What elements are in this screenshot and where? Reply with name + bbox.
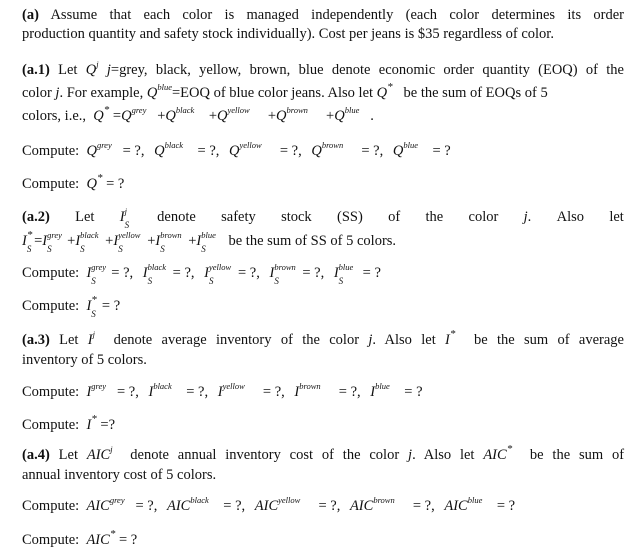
a1-line3: colors, i.e., $Q^* =Q^{grey}$ $+Q^{black}$ $+Q^{yellow}$ $+Q^{brown}$ $+Q^{blue}$ . bbox=[22, 104, 374, 124]
q-black-value: = ?, bbox=[197, 143, 220, 159]
q-sum-formula: $Q^* =Q^{grey}$ $+Q^{black}$ $+Q^{yellow}$ $+Q^{brown}$ $+Q^{blue}$ bbox=[93, 104, 360, 124]
q-star-value: = ? bbox=[106, 176, 125, 192]
i-s-black-value: = ?, bbox=[172, 265, 195, 281]
i-s-sum-formula: I * S =I grey S +I black S +I yellow S +I brown S +I blue S bbox=[22, 229, 216, 254]
a2-word-stock: stock bbox=[281, 209, 312, 225]
a1-compute-total-label: Compute: bbox=[22, 176, 80, 192]
aic-black-value: = ?, bbox=[223, 498, 246, 514]
a2-word-also: Also bbox=[556, 209, 585, 225]
a3-compute-total-label: Compute: bbox=[22, 417, 80, 433]
a2-word-of: of bbox=[388, 209, 401, 225]
aic-blue-value: = ? bbox=[496, 498, 516, 514]
aic-yellow-compute: $AIC^{yellow}$ bbox=[254, 495, 301, 514]
q-grey-compute: $Q^{grey}$ bbox=[86, 140, 112, 159]
a2-word-color: color bbox=[468, 209, 499, 225]
i-brown-value: = ?, bbox=[338, 384, 361, 400]
a3-label: (a.3) bbox=[22, 332, 50, 348]
i-grey-value: = ?, bbox=[116, 384, 139, 400]
i-s-black-compute: I black S bbox=[142, 262, 167, 286]
q-yellow-value: = ?, bbox=[279, 143, 302, 159]
a4-sum-def: be the sum of bbox=[529, 447, 625, 463]
i-s-blue-value: = ? bbox=[362, 265, 381, 281]
aic-j-symbol: AIC$^j$ bbox=[86, 444, 113, 463]
a3-line2: inventory of 5 colors. bbox=[22, 352, 147, 368]
a2-line2 bbox=[22, 229, 624, 254]
a2-word-the: the bbox=[425, 209, 444, 225]
aic-star-symbol: AIC* bbox=[483, 443, 513, 463]
a3-compute-label: Compute: bbox=[22, 384, 80, 400]
a1-sum-def: be the sum of EOQs of 5 bbox=[403, 85, 548, 101]
aic-star-compute: AIC* bbox=[86, 528, 116, 548]
a4-line2: annual inventory cost of 5 colors. bbox=[22, 467, 217, 483]
i-j-symbol: $I^j$ bbox=[87, 329, 95, 348]
a2-word-ss: (SS) bbox=[336, 209, 363, 225]
a3-sum-def: be the sum of average bbox=[474, 332, 624, 348]
q-star-symbol: Q* bbox=[376, 81, 393, 101]
a2-compute-total-label: Compute: bbox=[22, 298, 80, 314]
i-s-star-value: = ? bbox=[101, 298, 121, 314]
q-black-compute: $Q^{black}$ bbox=[154, 140, 184, 159]
i-s-grey-compute: I grey S bbox=[86, 262, 107, 286]
a1-let: Let bbox=[58, 62, 78, 78]
i-s-star-compute: I * S bbox=[86, 294, 97, 319]
a1-color: color bbox=[22, 85, 52, 101]
a1-j: j bbox=[55, 85, 60, 101]
part-a-line1 bbox=[22, 6, 624, 25]
q-grey-value: = ?, bbox=[122, 143, 145, 159]
i-s-yellow-value: = ?, bbox=[237, 265, 260, 281]
q-blue-value: = ? bbox=[432, 143, 451, 159]
a1-blue-def: =EOQ of blue color jeans. Also let bbox=[171, 85, 374, 101]
aic-yellow-value: = ?, bbox=[318, 498, 341, 514]
i-s-blue-compute: I blue S bbox=[333, 262, 354, 286]
aic-black-compute: $AIC^{black}$ bbox=[166, 495, 209, 514]
a4-let: Let bbox=[58, 447, 78, 463]
a2-word-let2: let bbox=[609, 209, 624, 225]
q-j-symbol: $Q^j$ bbox=[85, 59, 99, 78]
i-brown-compute: $I^{brown}$ bbox=[294, 381, 321, 400]
i-s-yellow-compute: I yellow S bbox=[204, 262, 232, 286]
a1-label: (a.1) bbox=[22, 62, 50, 78]
i-black-compute: $I^{black}$ bbox=[148, 381, 172, 400]
a1-compute-total bbox=[22, 172, 624, 194]
aic-brown-compute: $AIC^{brown}$ bbox=[349, 495, 395, 514]
a4-label: (a.4) bbox=[22, 447, 50, 463]
a4-def: denote annual inventory cost of the color bbox=[130, 447, 400, 463]
i-blue-compute: $I^{blue}$ bbox=[370, 381, 390, 400]
a2-compute-label: Compute: bbox=[22, 265, 80, 281]
i-s-brown-value: = ?, bbox=[302, 265, 325, 281]
a4-j: j. Also let bbox=[408, 447, 475, 463]
a1-ie: colors, i.e., bbox=[22, 108, 87, 124]
a1-line2 bbox=[22, 81, 624, 103]
a4-compute-total-label: Compute: bbox=[22, 532, 80, 548]
i-star-value: =? bbox=[100, 417, 116, 433]
q-star-compute: Q* bbox=[86, 172, 103, 192]
q-yellow-compute: $Q^{yellow}$ bbox=[229, 140, 262, 159]
a3-let: Let bbox=[59, 332, 79, 348]
aic-brown-value: = ?, bbox=[412, 498, 435, 514]
i-s-j-symbol: I j S bbox=[119, 206, 130, 230]
a3-compute-line bbox=[22, 383, 624, 402]
a1-example: . For example, bbox=[59, 85, 144, 101]
i-s-brown-compute: I brown S bbox=[269, 262, 296, 286]
a3-line1 bbox=[22, 328, 624, 350]
a2-label: (a.2) bbox=[22, 209, 50, 225]
a4-line1 bbox=[22, 443, 625, 465]
a1-j-def: j=grey, black, yellow, brown, blue denote economic order quantity (EOQ) of the bbox=[106, 62, 624, 78]
a1-compute-line bbox=[22, 142, 624, 161]
i-yellow-compute: $I^{yellow}$ bbox=[217, 381, 245, 400]
q-blue-compute: $Q^{blue}$ bbox=[392, 140, 418, 159]
aic-grey-value: = ?, bbox=[135, 498, 158, 514]
aic-star-value: = ? bbox=[118, 532, 138, 548]
i-yellow-value: = ?, bbox=[262, 384, 285, 400]
part-a-text-1: Assume that each color is managed independently (each color determines its order bbox=[50, 7, 624, 23]
a2-compute-total bbox=[22, 294, 624, 319]
a2-line1 bbox=[22, 206, 624, 230]
a3-compute-total bbox=[22, 413, 624, 435]
a3-def: denote average inventory of the color bbox=[113, 332, 360, 348]
q-brown-value: = ?, bbox=[361, 143, 384, 159]
part-a-line2: production quantity and safety stock individually). Cost per jeans is $35 regardless of color. bbox=[22, 26, 554, 42]
i-star-symbol: I* bbox=[445, 328, 456, 348]
i-star-compute: I* bbox=[86, 413, 97, 433]
a2-compute-line bbox=[22, 262, 624, 286]
i-grey-compute: $I^{grey}$ bbox=[86, 381, 107, 400]
a1-compute-label: Compute: bbox=[22, 143, 80, 159]
a4-compute-total bbox=[22, 528, 624, 550]
a2-word-safety: safety bbox=[221, 209, 256, 225]
a2-word-denote: denote bbox=[157, 209, 196, 225]
a4-compute-label: Compute: bbox=[22, 498, 80, 514]
q-blue-symbol: $Q^{blue}$ bbox=[146, 82, 172, 101]
a4-compute-line bbox=[22, 497, 624, 516]
i-black-value: = ?, bbox=[186, 384, 209, 400]
a2-sum-def: be the sum of SS of 5 colors. bbox=[228, 233, 397, 249]
aic-grey-compute: $AIC^{grey}$ bbox=[86, 495, 125, 514]
a1-line1 bbox=[22, 61, 624, 80]
aic-blue-compute: $AIC^{blue}$ bbox=[444, 495, 483, 514]
part-a-label: (a) bbox=[22, 7, 39, 23]
i-blue-value: = ? bbox=[404, 384, 423, 400]
a3-j: j. Also let bbox=[368, 332, 436, 348]
i-s-grey-value: = ?, bbox=[111, 265, 134, 281]
q-brown-compute: $Q^{brown}$ bbox=[311, 140, 344, 159]
a2-word-j: j. bbox=[523, 209, 532, 225]
a2-word-let: Let bbox=[75, 209, 95, 225]
